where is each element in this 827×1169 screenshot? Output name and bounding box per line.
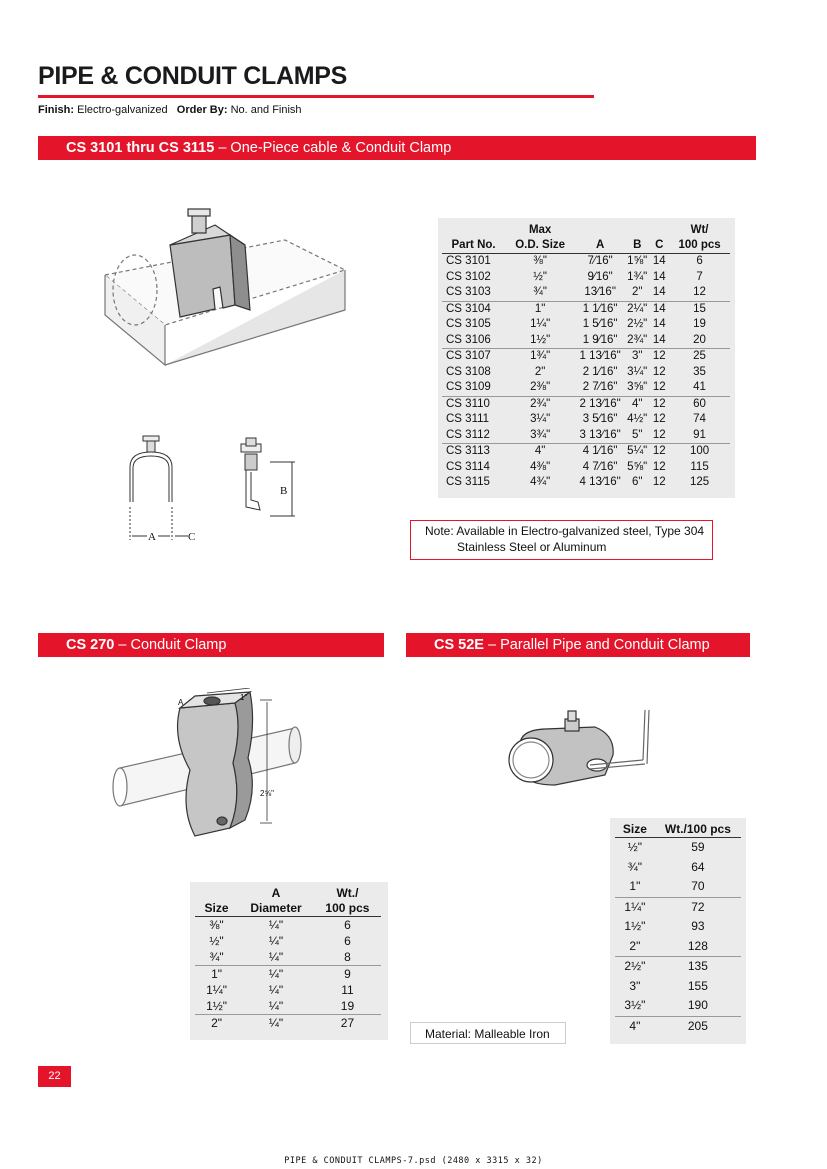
table-cell: 7 [696,270,703,283]
table-cell: 25 [669,349,730,365]
table-cell: ¼" [268,999,284,1013]
table-cell: CS 3111 [446,413,490,425]
table-row [615,977,741,997]
parallel-clamp-illustration [495,705,665,805]
table-cell: 14 [652,286,666,298]
section-code: CS 270 [66,637,115,653]
table-cell: 1¼" [530,318,551,330]
table-header-row [195,901,381,917]
table-row [195,982,381,998]
section-desc: – One-Piece cable & Conduit Clamp [214,140,452,156]
table-cell: 14 [649,301,669,317]
table-cell: CS 3103 [446,286,491,298]
table-cell: 59 [691,840,705,854]
table-cell: 12 [649,349,669,365]
table-header-row [195,886,381,901]
table-cell: 3 5⁄16" [582,413,618,425]
col-header: Wt./ [336,886,359,900]
col-header [625,223,649,238]
table-cell: 2" [629,938,641,953]
section-code: CS 3101 thru CS 3115 [66,140,215,156]
table-cell: ¾" [627,859,643,874]
section-desc: – Conduit Clamp [114,637,227,653]
table-cell: 2½" [627,318,648,330]
table-cell: ½" [533,270,547,283]
cs3101-table-body [442,254,730,491]
title-rule [38,95,594,98]
table-row [195,917,381,934]
table-cell: 1 5⁄16" [582,318,618,330]
dim-a-label: A [148,531,156,543]
col-header: 100 pcs [314,901,381,917]
table-cell: CS 3110 [442,396,505,412]
table-cell: 2 13⁄16" [575,396,625,412]
table-cell: 14 [652,333,666,346]
order-value: No. and Finish [230,104,302,116]
dim-a-label: A [178,698,184,707]
table-cell: 128 [687,938,708,953]
col-header: A [575,238,625,254]
table-cell: 12 [652,428,666,441]
table-cell: 1 9⁄16" [582,333,618,346]
table-cell: 205 [655,1016,741,1036]
table-row [442,460,730,476]
table-cell: 2⅜" [530,381,551,393]
table-cell: 60 [669,396,730,412]
table-cell: 11 [341,983,354,997]
table-cell: 1 1⁄16" [575,301,625,317]
table-cell: 12 [652,365,666,378]
col-header: A [271,886,281,900]
table-row [442,475,730,491]
table-cell: 6 [344,918,351,932]
table-cell: 4½" [627,413,648,425]
col-header: Max [528,224,552,236]
table-cell: 64 [691,859,705,874]
table-cell: 4" [615,1016,655,1036]
cs3101-table-panel [438,218,735,498]
col-header: C [649,238,669,254]
table-cell: 6" [631,476,643,488]
conduit-clamp-illustration [110,688,310,843]
table-cell: 1" [505,301,575,317]
cs52e-table [615,822,741,1036]
material-note [410,520,713,560]
table-cell: 93 [691,919,705,933]
table-cell: 2 1⁄16" [582,365,618,378]
table-cell: 72 [655,897,741,917]
table-cell: 4" [625,396,649,412]
table-cell: CS 3112 [446,428,490,441]
table-cell: 20 [693,333,706,346]
table-cell: CS 3109 [446,381,491,393]
col-header: Size [615,822,655,838]
table-cell: 1¼" [615,897,655,917]
col-header: Part No. [442,238,505,254]
dim-width-label: 1" [240,693,248,702]
col-header [442,223,505,238]
table-cell: 1½" [206,999,228,1013]
dim-c-label: C [188,531,196,543]
dim-b-label: B [280,485,288,497]
note-line-1: Note: Available in Electro-galvanized steel, Type 304 [425,524,705,538]
table-cell: 12 [652,381,666,393]
table-cell: 74 [693,413,706,425]
col-header: Diameter [238,901,314,917]
page-number: 22 [38,1066,71,1087]
table-cell: 12 [652,413,666,425]
table-cell: CS 3115 [446,476,490,488]
table-row [195,1015,381,1032]
table-cell: 2½" [615,957,655,977]
table-row [442,333,730,349]
table-cell: 4¾" [530,476,551,488]
table-row [615,838,741,858]
table-cell: 4 1⁄16" [575,444,625,460]
table-cell: ½" [627,840,643,854]
table-cell: 4 13⁄16" [579,476,621,488]
table-cell: 4⅜" [530,460,551,473]
table-cell: CS 3102 [446,270,491,283]
table-row [442,254,730,270]
finish-value: Electro-galvanized [77,104,168,116]
table-header-row [442,223,730,238]
col-header: Size [195,901,238,917]
page-title: PIPE & CONDUIT CLAMPS [38,62,347,90]
dim-height-label: 2⅝" [260,789,274,798]
table-cell: 3½" [624,998,646,1012]
table-cell: 3" [629,978,641,993]
table-row [615,957,741,977]
table-cell: 2" [631,286,643,298]
table-row [442,412,730,428]
section-code: CS 52E [434,637,484,653]
table-row [195,949,381,966]
table-cell: 3 13⁄16" [579,428,621,441]
table-cell: 14 [652,255,666,267]
section-desc: – Parallel Pipe and Conduit Clamp [483,637,710,653]
table-row [195,966,381,983]
table-cell: 41 [693,381,706,393]
table-cell: CS 3106 [446,333,491,346]
table-cell: ¼" [268,983,284,997]
table-cell: CS 3113 [442,444,505,460]
finish-label: Finish: [38,104,75,116]
note-line-2: Stainless Steel or Aluminum [457,540,607,554]
cs270-table [195,886,381,1031]
section-header-cs3101 [38,136,756,160]
table-row [615,917,741,937]
table-cell: 70 [691,879,705,893]
table-row [615,877,741,897]
table-cell: CS 3104 [442,301,505,317]
table-cell: 1" [629,879,641,893]
table-row [442,317,730,333]
table-cell: 12 [649,444,669,460]
table-cell: 14 [652,270,666,283]
table-cell: 125 [689,476,710,488]
table-cell: 1½" [624,919,646,933]
table-cell: 19 [340,999,355,1013]
col-header: B [625,238,649,254]
cs3101-table [442,223,730,491]
col-header [575,223,625,238]
table-cell: ¾" [209,950,224,964]
table-cell: 27 [314,1015,381,1032]
table-cell: 1" [195,966,238,983]
table-cell: 2¾" [505,396,575,412]
order-label: Order By: [176,104,228,116]
col-header: Wt/ [690,224,709,236]
table-cell: 115 [690,460,709,473]
cs270-table-body [195,917,381,1032]
cs52e-table-panel [610,818,746,1044]
table-row [195,933,381,949]
table-cell: 3⅝" [627,381,648,393]
table-cell: 1 13⁄16" [575,349,625,365]
table-row [442,270,730,286]
section-header-cs270 [38,633,384,657]
table-cell: 5" [631,428,643,441]
table-row [442,428,730,444]
table-cell: 3¼" [627,365,648,378]
table-cell: ¼" [268,934,284,948]
table-cell: 1½" [530,333,551,346]
table-row [442,349,730,365]
table-cell: ¼" [268,950,284,964]
table-cell: 3" [625,349,649,365]
table-cell: 15 [669,301,730,317]
finish-line [38,104,302,116]
table-cell: 12 [652,476,666,488]
table-cell: ¼" [268,918,284,932]
table-cell: ¼" [238,966,314,983]
table-cell: ¼" [238,1015,314,1032]
table-cell: 13⁄16" [584,286,616,298]
table-cell: CS 3108 [446,365,491,378]
table-row [615,996,741,1016]
table-cell: 190 [687,998,708,1012]
section-header-cs52e [406,633,750,657]
table-cell: 135 [655,957,741,977]
col-header: O.D. Size [505,238,575,254]
clamp-channel-illustration [95,205,350,375]
table-row [615,1016,741,1036]
table-cell: 4" [505,444,575,460]
table-cell: 2" [195,1015,238,1032]
table-cell: 19 [693,318,706,330]
table-cell: ⅜" [209,918,224,932]
table-cell: 3¾" [530,428,551,441]
table-cell: 12 [652,460,666,473]
table-cell: 1¾" [627,270,648,283]
cs52e-table-body [615,838,741,1037]
table-row [442,396,730,412]
col-header: Wt./100 pcs [655,822,741,838]
table-cell: CS 3107 [442,349,505,365]
table-cell: ½" [209,934,224,948]
table-row [442,444,730,460]
table-cell: 1⅝" [627,255,648,267]
col-header [195,886,238,901]
table-row [442,285,730,301]
table-row [442,365,730,381]
col-header [649,223,669,238]
table-cell: 9⁄16" [587,270,613,283]
table-cell: CS 3114 [446,460,490,473]
table-header-row [615,822,741,838]
table-row [195,998,381,1015]
table-row [442,301,730,317]
table-cell: 1¾" [505,349,575,365]
table-cell: CS 3101 [446,255,491,267]
table-cell: 9 [314,966,381,983]
clamp-dimension-drawings [120,432,320,547]
table-cell: 12 [693,286,706,298]
table-cell: 100 [669,444,730,460]
table-cell: 12 [649,396,669,412]
table-cell: 6 [696,255,703,267]
table-row [615,858,741,878]
table-cell: 6 [344,934,351,948]
cs270-table-panel [190,882,388,1040]
table-header-row [442,238,730,254]
table-cell: 7⁄16" [587,255,613,267]
table-cell: 2 7⁄16" [582,381,618,393]
table-cell: 14 [652,318,666,330]
table-cell: 2¾" [627,333,648,346]
table-cell: CS 3105 [446,318,491,330]
material-label: Material: Malleable Iron [410,1022,566,1044]
table-cell: 2¼" [625,301,649,317]
table-cell: 155 [687,978,708,993]
table-row [442,380,730,396]
table-cell: 4 7⁄16" [582,460,618,473]
file-footer: PIPE & CONDUIT CLAMPS-7.psd (2480 x 3315 x 32) [284,1156,543,1166]
table-cell: 35 [693,365,706,378]
table-cell: 5¼" [625,444,649,460]
table-cell: 8 [344,950,351,964]
table-cell: 1¼" [206,983,228,997]
table-cell: 91 [693,428,706,441]
table-row [615,897,741,917]
table-cell: ⅜" [533,255,547,267]
table-row [615,937,741,957]
table-cell: 2" [534,365,546,378]
table-cell: ¾" [533,286,547,298]
col-header: 100 pcs [669,238,730,254]
table-cell: 5⅝" [627,460,648,473]
table-cell: 3¼" [530,413,551,425]
